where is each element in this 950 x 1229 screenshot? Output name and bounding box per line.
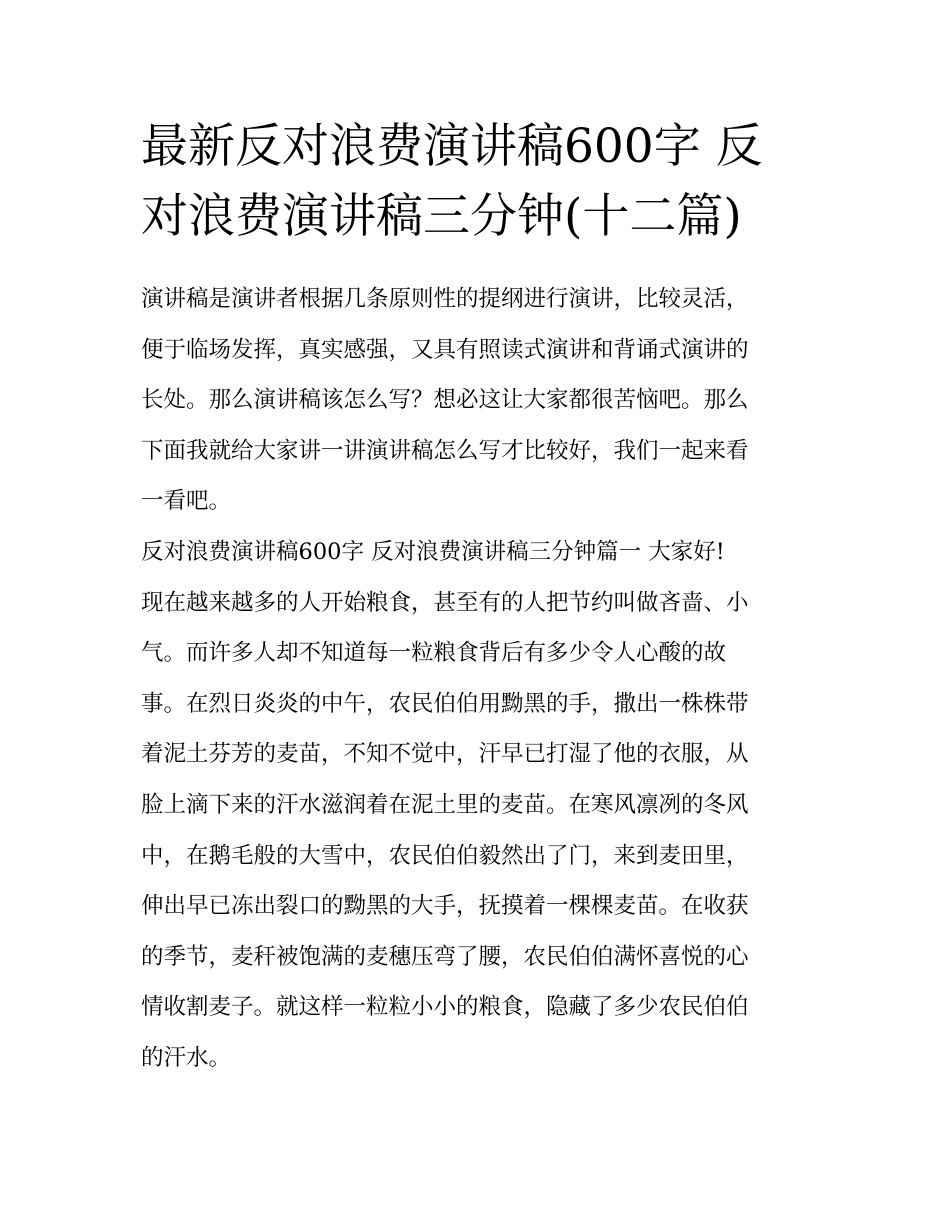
intro-paragraph bbox=[141, 274, 816, 527]
paragraph-line: 气。而许多人却不知道每一粒粮食背后有多少令人心酸的故 bbox=[141, 640, 727, 667]
paragraph-line: 着泥土芬芳的麦苗，不知不觉中，汗早已打湿了他的衣服，从 bbox=[141, 741, 749, 768]
title-line: 对浪费演讲稿三分钟(十二篇) bbox=[141, 189, 742, 244]
body-paragraph bbox=[141, 578, 816, 1084]
paragraph-line: 脸上滴下来的汗水滋润着在泥土里的麦苗。在寒风凛冽的冬风 bbox=[141, 791, 749, 818]
document-body bbox=[141, 274, 816, 1084]
intro-line: 一看吧。 bbox=[141, 488, 232, 515]
paragraph-line: 现在越来越多的人开始粮食，甚至有的人把节约叫做吝啬、小 bbox=[141, 589, 749, 616]
title-line: 最新反对浪费演讲稿600字 反 bbox=[141, 119, 763, 174]
paragraph-line: 伸出早已冻出裂口的黝黑的大手，抚摸着一棵棵麦苗。在收获 bbox=[141, 893, 749, 920]
paragraph-line: 的汗水。 bbox=[141, 1044, 232, 1071]
section-heading: 反对浪费演讲稿600字 反对浪费演讲稿三分钟篇一 大家好! bbox=[141, 538, 725, 565]
paragraph-line: 情收割麦子。就这样一粒粒小小的粮食，隐藏了多少农民伯伯 bbox=[141, 994, 749, 1021]
paragraph-line: 中，在鹅毛般的大雪中，农民伯伯毅然出了门，来到麦田里， bbox=[141, 842, 749, 869]
paragraph-line: 事。在烈日炎炎的中午，农民伯伯用黝黑的手，撒出一株株带 bbox=[141, 690, 749, 717]
intro-line: 便于临场发挥，真实感强，又具有照读式演讲和背诵式演讲的 bbox=[141, 336, 749, 363]
document-page bbox=[141, 112, 816, 1084]
intro-line: 长处。那么演讲稿该怎么写？想必这让大家都很苦恼吧。那么 bbox=[141, 387, 749, 414]
intro-line: 下面我就给大家讲一讲演讲稿怎么写才比较好，我们一起来看 bbox=[141, 437, 749, 464]
paragraph-line: 的季节，麦秆被饱满的麦穗压弯了腰，农民伯伯满怀喜悦的心 bbox=[141, 943, 749, 970]
document-title bbox=[141, 112, 816, 252]
intro-line: 演讲稿是演讲者根据几条原则性的提纲进行演讲，比较灵活， bbox=[141, 286, 749, 312]
